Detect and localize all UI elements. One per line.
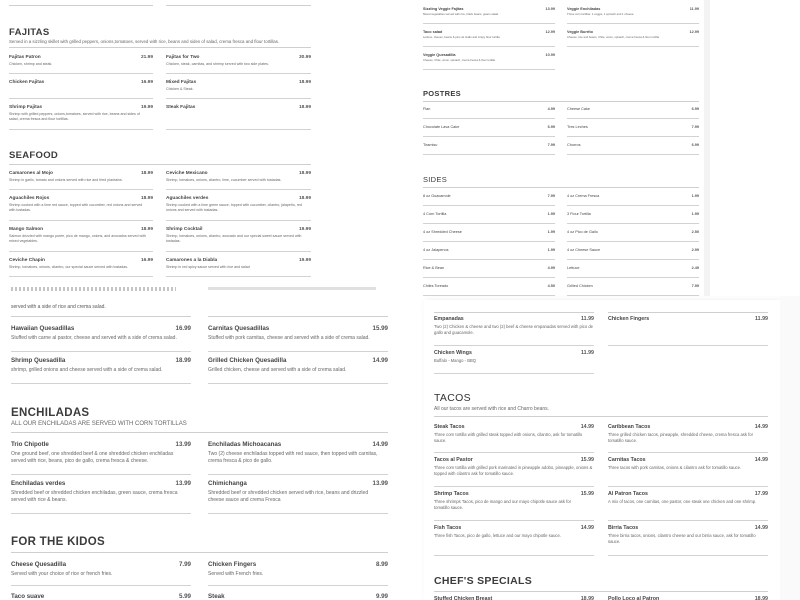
menu-item[interactable] <box>423 248 555 260</box>
menu-item[interactable] <box>11 480 191 514</box>
menu-item[interactable] <box>423 7 555 24</box>
divider <box>434 312 594 313</box>
item-name: Birria Tacos <box>608 525 639 531</box>
item-name: Chicken Fajitas <box>9 80 45 85</box>
item-price: 4.99 <box>547 107 555 111</box>
item-price: 18.99 <box>298 171 311 176</box>
item-name: Shrimp Fajitas <box>9 105 43 110</box>
divider <box>11 316 191 317</box>
menu-item[interactable] <box>9 171 153 190</box>
divider <box>166 5 311 6</box>
item-price: 12.99 <box>545 30 555 34</box>
item-name: Steak <box>208 593 225 600</box>
divider <box>423 101 699 102</box>
item-description: Cheese, rice and beans, Chile, onion, spinach, crema fresca & flour tortilla <box>567 35 659 39</box>
item-description: Chicken, shrimp and steak. <box>9 62 53 66</box>
item-name: 8 oz Guacamole <box>423 194 451 198</box>
menu-item[interactable] <box>434 491 594 521</box>
section-title-sides: SIDES <box>423 175 448 184</box>
section-subtitle-fajitas: Served in a sizzling skillet with grilled peppers, onions,tomatoes, served with rice, beans and sides of salad, crema fresca and flour tortillas. <box>9 39 280 44</box>
item-name: Enchiladas verdes <box>11 480 66 487</box>
item-price: 5.99 <box>178 593 191 600</box>
item-price: 30.99 <box>298 55 311 60</box>
menu-item[interactable] <box>434 596 594 600</box>
item-description: shrimp, grilled onions and cheese served with a side of crema salad. <box>11 367 163 373</box>
item-name: Tiramisu <box>423 143 438 147</box>
item-price: 1.99 <box>547 248 555 252</box>
item-price: 16.99 <box>175 325 191 332</box>
menu-item[interactable] <box>423 266 555 278</box>
item-price: 14.99 <box>580 525 594 531</box>
item-name: Shrimp Cocktail <box>166 227 203 232</box>
item-name: Chiles Toreado <box>423 284 449 288</box>
item-price: 18.99 <box>754 596 768 600</box>
section-title-chefs-specials: CHEF'S SPECIALS <box>434 575 533 587</box>
item-description: Three corn tortillas: 1 veggie, 1 spinach and 1 cheese. <box>567 12 635 16</box>
item-price: 13.99 <box>175 480 191 487</box>
menu-item[interactable] <box>567 7 699 24</box>
item-description: Three fish Tacos, pico de gallo, lettuce and our mayo chipotle sauce. <box>434 533 562 538</box>
item-description: Shrimp cooked with a lime green sauce, topped with cucumber, cilantro, jalapeño, red onions and served with tostadas. <box>166 203 303 213</box>
menu-item[interactable] <box>166 258 311 277</box>
item-price: 14.99 <box>372 441 388 448</box>
item-price: 11.99 <box>755 316 768 322</box>
menu-panel-quesadillas-enchiladas-kidos <box>0 283 400 600</box>
item-price: 1.99 <box>547 230 555 234</box>
menu-item[interactable] <box>567 107 699 119</box>
menu-item[interactable] <box>567 194 699 206</box>
section-subtitle-tacos: All our tacos are served with rice and Charro beans. <box>434 406 550 412</box>
item-price: 17.99 <box>754 491 768 497</box>
item-description: Shrimp cooked with a lime red sauce, topped with cucumber, red onions and served with tostadas. <box>9 203 143 213</box>
item-name: Churros <box>567 143 581 147</box>
section-title-seafood: SEAFOOD <box>9 150 59 161</box>
item-name: Camarones a la Diabla <box>166 258 218 263</box>
section-title-kidos: FOR THE KIDOS <box>11 536 105 548</box>
item-price: 14.99 <box>754 457 768 463</box>
item-price: 1.99 <box>547 212 555 216</box>
item-name: Veggie Burrito <box>567 30 593 34</box>
item-price: 4.50 <box>547 284 555 288</box>
item-price: 14.99 <box>580 424 594 430</box>
item-price: 7.99 <box>547 143 555 147</box>
menu-item[interactable] <box>608 491 768 521</box>
divider <box>9 164 311 165</box>
item-description: Cheese, Chile, onion, spinach, crema fresca & flour tortilla <box>423 58 495 62</box>
item-name: Al Patron Tacos <box>608 491 648 497</box>
item-description: Served with French fries. <box>208 571 264 577</box>
item-name: Taco salad <box>423 30 443 34</box>
item-price: 13.99 <box>175 441 191 448</box>
menu-item[interactable] <box>434 457 594 487</box>
item-name: Shrimp Quesadilla <box>11 357 66 364</box>
menu-item[interactable] <box>434 525 594 556</box>
item-description: Three grilled chicken tacos, pineapple, shredded cheese, crema fresca ask for tomatillo sauce. <box>608 432 754 444</box>
item-price: 14.99 <box>754 525 768 531</box>
item-price: 16.99 <box>140 258 153 263</box>
item-name: 4 oz Shredded Cheese <box>423 230 462 234</box>
divider <box>434 416 768 417</box>
item-price: 18.99 <box>298 105 311 110</box>
item-description: Mixed vegetables served with rice, black beans, guaco salad. <box>423 12 499 16</box>
menu-item[interactable] <box>608 457 768 487</box>
item-description: Three birria tacos, onions, cilantro cheese and our birria sauce, ask for tomatillo sauce. <box>608 533 756 545</box>
menu-item[interactable] <box>11 441 191 475</box>
item-description: Two (2) Chicken & cheese and two (2) beef & cheese empanadas served with pico de gallo and guacamole. <box>434 324 593 336</box>
item-name: Carnitas Quesadillas <box>208 325 270 332</box>
menu-item[interactable] <box>208 441 388 475</box>
menu-item[interactable] <box>9 258 153 277</box>
menu-item[interactable] <box>208 561 388 586</box>
section-title-postres: POSTRES <box>423 89 461 98</box>
item-description: Stuffed with pork carnitas, cheese and served with a side of crema salad. <box>208 335 370 341</box>
item-description: Shrimp with grilled peppers, onions,tomatoes, served with rice, beans and sides of salad, crema fresca and flour tortillas. <box>9 112 140 122</box>
item-description: One ground beef, one shredded beef & one shredded chicken enchiladas served with rice, beans, pico de gallo, crema fresca & cheese. <box>11 451 174 465</box>
menu-item[interactable] <box>166 55 311 74</box>
menu-item[interactable] <box>166 196 311 221</box>
menu-item[interactable] <box>567 125 699 137</box>
item-name: 4 oz Jalapenos <box>423 248 449 252</box>
item-name: Flan <box>423 107 431 111</box>
item-price: 1.99 <box>691 212 699 216</box>
menu-item[interactable] <box>9 80 153 99</box>
item-description: served with a side of rice and crema salad. <box>11 304 106 310</box>
divider <box>9 47 311 48</box>
item-price: 18.99 <box>580 596 594 600</box>
item-price: 18.99 <box>140 227 153 232</box>
item-price: 15.99 <box>580 491 594 497</box>
item-name: 4 oz Pico de Gallo <box>567 230 598 234</box>
item-price: 18.99 <box>298 196 311 201</box>
item-price: 13.99 <box>372 480 388 487</box>
item-price: 19.99 <box>298 258 311 263</box>
menu-item[interactable] <box>434 424 594 453</box>
item-name: Caribbean Tacos <box>608 424 651 430</box>
cut-off-text <box>11 287 176 291</box>
menu-item[interactable] <box>208 593 388 600</box>
item-description: Shrimp, tomatoes, onions, cilantro, lime, cucumber served with tostadas. <box>166 178 282 182</box>
menu-item[interactable] <box>11 561 191 586</box>
item-description: Lettuce, cheese, beans & pico de Gallo and crispy flour tortilla. <box>423 35 501 39</box>
item-name: 3 Flour Tortilla <box>567 212 591 216</box>
item-price: 11.99 <box>581 316 594 322</box>
item-name: Tres Leches <box>567 125 588 129</box>
item-description: Three shrimps Tacos, pico de mango and our mayo chipotle sauce ask for tomatillo sauce. <box>434 499 572 511</box>
item-name: Cheese Cake <box>567 107 591 111</box>
item-description: Shrimp in red spicy sauce served with rice and salad <box>166 265 250 269</box>
item-name: Ceviche Chapin <box>9 258 45 263</box>
item-price: 18.99 <box>175 357 191 364</box>
item-price: 18.99 <box>140 171 153 176</box>
item-name: Sizzling Veggie Fajitas <box>423 7 464 11</box>
item-name: Lettuce <box>567 266 580 270</box>
item-name: 4 Corn Tortilla <box>423 212 447 216</box>
menu-item[interactable] <box>423 143 555 155</box>
item-price: 19.99 <box>140 105 153 110</box>
item-description: Three tacos with pork carnitas, onions & cilantro ask for tomatillo sauce. <box>608 465 742 470</box>
item-name: Aguachiles Rojos <box>9 196 50 201</box>
menu-panel-fajitas-seafood <box>0 0 320 280</box>
item-name: Camarones al Mojo <box>9 171 53 176</box>
divider <box>434 591 768 592</box>
menu-item[interactable] <box>423 30 555 47</box>
divider <box>208 316 388 317</box>
item-name: Chicken Fingers <box>608 316 650 322</box>
item-name: Chocolate Lava Cake <box>423 125 460 129</box>
menu-item[interactable] <box>9 196 153 221</box>
item-name: Tacos al Pastor <box>434 457 473 463</box>
item-description: Three corn tortilla with grilled steak topped with onions, cilantro, ask for tomatillo sauce. <box>434 432 583 444</box>
item-name: Grilled Chicken <box>567 284 593 288</box>
item-price: 14.99 <box>754 424 768 430</box>
item-price: 15.99 <box>580 457 594 463</box>
item-name: Enchiladas Michoacanas <box>208 441 282 448</box>
menu-item[interactable] <box>434 316 594 346</box>
item-name: Chicken Fingers <box>208 561 257 568</box>
section-title-fajitas: FAJITAS <box>9 27 50 38</box>
divider <box>11 552 388 553</box>
item-description: Shredded beef or shredded chicken served with rice, beans and drizzled cheese sauce and crema Fresca <box>208 490 369 504</box>
item-name: Veggie Quesadilla <box>423 53 456 57</box>
item-name: Cheese Quesadilla <box>11 561 67 568</box>
item-name: Rice & Bean <box>423 266 445 270</box>
item-name: Empanadas <box>434 316 464 322</box>
menu-item[interactable] <box>567 284 699 296</box>
menu-item[interactable] <box>567 266 699 278</box>
menu-item[interactable] <box>423 212 555 224</box>
item-price: 6.99 <box>691 143 699 147</box>
item-price: 6.99 <box>691 107 699 111</box>
menu-item[interactable] <box>608 316 768 346</box>
item-description: Shrimp in garlic, tomato and onions served with rice and fried plantains. <box>9 178 123 182</box>
menu-item[interactable] <box>208 357 388 384</box>
item-price: 10.99 <box>545 53 555 57</box>
menu-item[interactable] <box>423 125 555 137</box>
item-name: Steak Fajitas <box>166 105 196 110</box>
divider <box>11 432 388 433</box>
item-name: Fajitas Patron <box>9 55 41 60</box>
menu-item[interactable] <box>166 80 311 99</box>
menu-item[interactable] <box>567 230 699 242</box>
item-description: Salmon drizzled with mango purée, pico de mango, onions, and avocados served with mixed vegetables. <box>9 234 146 244</box>
menu-item[interactable] <box>166 105 311 130</box>
divider <box>608 312 768 313</box>
item-price: 21.99 <box>140 55 153 60</box>
menu-item[interactable] <box>9 227 153 252</box>
item-name: Chimichanga <box>208 480 247 487</box>
menu-item[interactable] <box>608 424 768 453</box>
item-price: 7.99 <box>178 561 191 568</box>
item-name: Trio Chipotle <box>11 441 49 448</box>
divider <box>423 187 699 188</box>
item-price: 16.99 <box>140 80 153 85</box>
item-price: 1.99 <box>691 194 699 198</box>
menu-panel-tacos-specials <box>424 300 780 600</box>
item-name: Ceviche Mexicano <box>166 171 208 176</box>
item-price: 4.99 <box>547 266 555 270</box>
item-price: 19.99 <box>298 227 311 232</box>
item-price: 7.99 <box>547 194 555 198</box>
item-name: Fajitas for Two <box>166 55 200 60</box>
menu-item[interactable] <box>423 53 555 70</box>
item-price: 15.99 <box>372 325 388 332</box>
page-gutter <box>780 296 800 600</box>
divider <box>9 5 153 6</box>
item-price: 11.99 <box>581 350 594 356</box>
item-name: Shrimp Tacos <box>434 491 469 497</box>
item-description: Buffalo - Mango - BBQ <box>434 358 477 363</box>
item-price: 6.99 <box>547 125 555 129</box>
item-name: Grilled Chicken Quesadilla <box>208 357 287 364</box>
item-price: 13.99 <box>545 7 555 11</box>
item-name: Mixed Fajitas <box>166 80 197 85</box>
item-name: Carnitas Tacos <box>608 457 646 463</box>
item-name: Mango Salmon <box>9 227 44 232</box>
menu-item[interactable] <box>423 194 555 206</box>
item-price: 18.99 <box>298 80 311 85</box>
menu-item[interactable] <box>208 480 388 514</box>
menu-item[interactable] <box>423 284 555 296</box>
section-subtitle-enchiladas: ALL OUR ENCHILADAS ARE SERVED WITH CORN TORTILLAS <box>11 421 187 427</box>
menu-item[interactable] <box>166 227 311 252</box>
menu-panel-veggie-postres-sides <box>420 0 710 296</box>
menu-item[interactable] <box>9 55 153 74</box>
item-description: Chicken & Steak. <box>166 87 194 91</box>
menu-item[interactable] <box>567 212 699 224</box>
menu-item[interactable] <box>567 30 699 47</box>
item-description: Three corn tortilla with grilled pork marinated in pineapple adobo, pineapple, onions & topped with cilantro ask for tomatillo sauce. <box>434 465 593 477</box>
item-name: Hawaiian Quesadillas <box>11 325 75 332</box>
item-name: 4 oz Crema Fresca <box>567 194 600 198</box>
item-name: Chicken Wings <box>434 350 472 356</box>
menu-item[interactable] <box>423 230 555 242</box>
item-description: Grilled chicken, cheese and served with a side of crema salad. <box>208 367 347 373</box>
item-price: 12.99 <box>689 30 699 34</box>
item-price: 2.50 <box>691 230 699 234</box>
item-price: 2.49 <box>691 266 699 270</box>
item-description: Chicken, steak, carnitas, and shrimp served with two side plates. <box>166 62 269 66</box>
menu-item[interactable] <box>11 325 191 352</box>
menu-item[interactable] <box>11 357 191 384</box>
item-name: Steak Tacos <box>434 424 465 430</box>
item-price: 2.99 <box>691 248 699 252</box>
menu-item[interactable] <box>434 350 594 374</box>
item-price: 8.99 <box>375 561 388 568</box>
menu-item[interactable] <box>208 325 388 352</box>
item-price: 11.99 <box>689 7 699 11</box>
menu-item[interactable] <box>608 525 768 556</box>
item-name: Taco suave <box>11 593 45 600</box>
item-name: Veggie Enchiladas <box>567 7 601 11</box>
item-description: Shredded beef or shredded chicken enchiladas, green sauce, crema fresca served with rice & beans. <box>11 490 178 504</box>
item-description: Stuffed with carne al pastor, cheese and served with a side of crema salad. <box>11 335 177 341</box>
item-description: Served with your choice of rice or french fries. <box>11 571 113 577</box>
item-description: Shrimp, tomatoes, onions, cilantro, avocado and our special sweet sauce served with tostadas. <box>166 234 302 244</box>
section-title-enchiladas: ENCHILADAS <box>11 407 90 419</box>
section-title-tacos: TACOS <box>434 392 471 404</box>
item-name: Pollo Loco al Patron <box>608 596 660 600</box>
menu-item[interactable] <box>567 248 699 260</box>
item-price: 7.99 <box>691 284 699 288</box>
menu-item[interactable] <box>567 143 699 155</box>
menu-item[interactable] <box>608 596 768 600</box>
item-name: Stuffed Chicken Breast <box>434 596 493 600</box>
item-name: 4 oz Cheese Sauce <box>567 248 601 252</box>
item-description: A mix of tacos, one carnitas, one pastor, one steak one chicken and one shrimp. <box>608 499 757 504</box>
item-description: Two (2) cheese enchiladas topped with red sauce, then topped with carnitas, crema fresca & pico de gallo. <box>208 451 378 465</box>
item-price: 14.99 <box>372 357 388 364</box>
item-price: 9.99 <box>375 593 388 600</box>
item-price: 7.99 <box>691 125 699 129</box>
item-name: Aguachiles verdes <box>166 196 209 201</box>
menu-item[interactable] <box>9 105 153 130</box>
item-price: 18.99 <box>140 196 153 201</box>
menu-item[interactable] <box>423 107 555 119</box>
item-description: Shrimp, tomatoes, onions, cilantro, our special sauce served with tostadas. <box>9 265 129 269</box>
cut-off-text <box>208 287 376 290</box>
menu-item[interactable] <box>11 593 191 600</box>
menu-item[interactable] <box>166 171 311 190</box>
item-name: Fish Tacos <box>434 525 462 531</box>
